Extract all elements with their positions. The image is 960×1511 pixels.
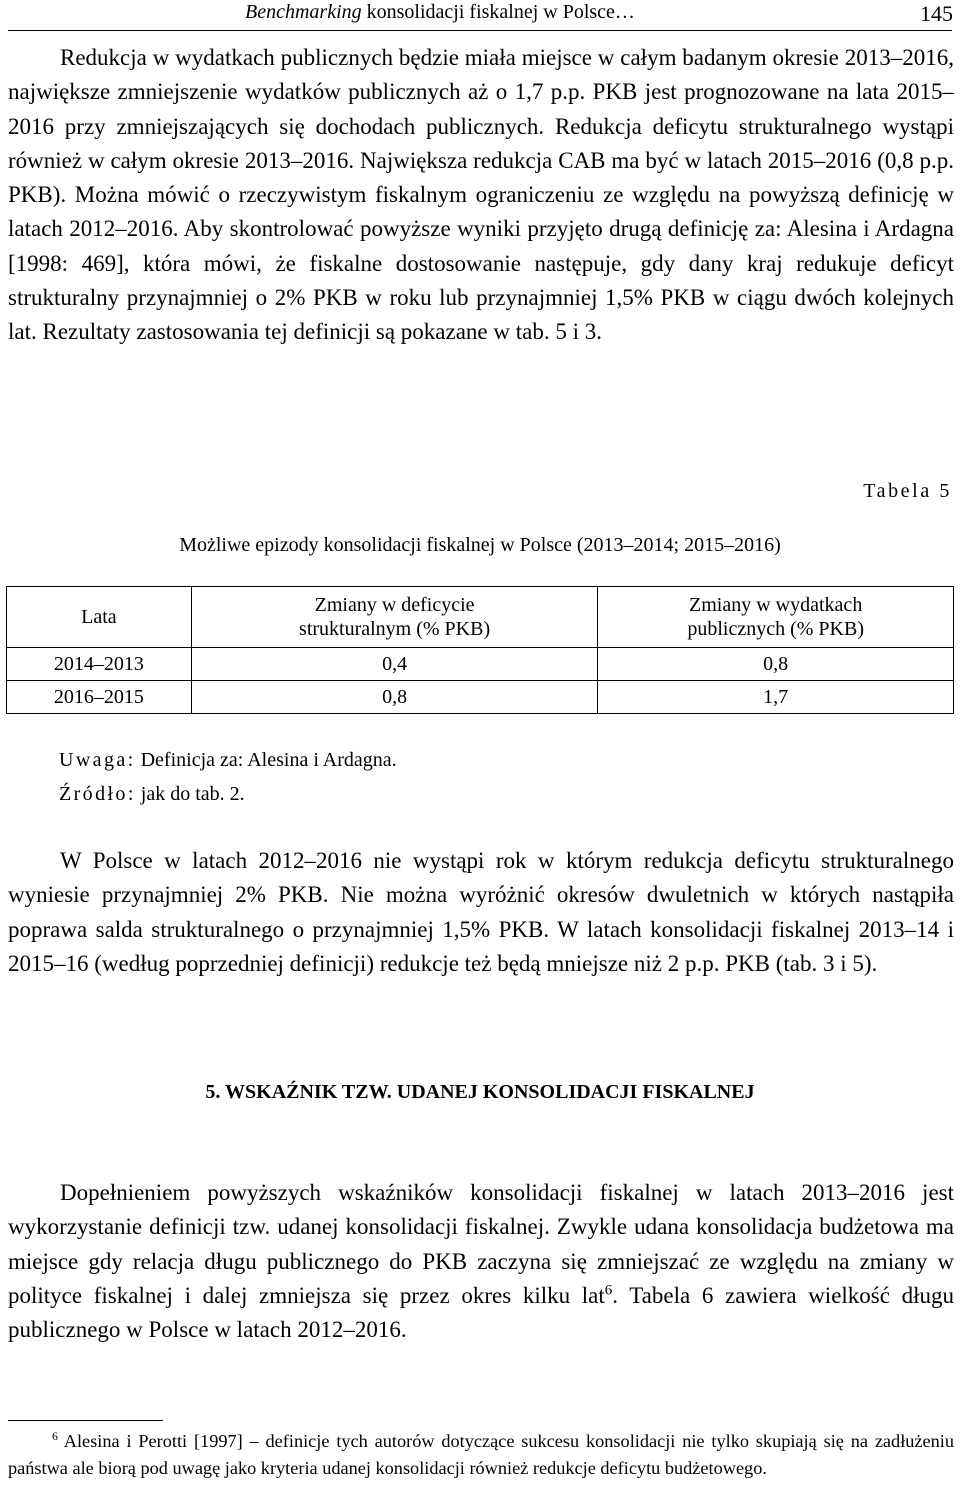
footnote-ref[interactable]: 6 (604, 1282, 613, 1299)
cell-lata: 2016–2015 (7, 681, 192, 714)
table-note (59, 749, 397, 772)
cell-wydatki: 1,7 (598, 681, 954, 714)
cell-deficyt: 0,4 (191, 648, 598, 681)
footnote-rule (8, 1420, 163, 1421)
section-heading: 5. WSKAŹNIK TZW. UDANEJ KONSOLIDACJI FISKALNEJ (205, 1081, 755, 1103)
running-title (245, 1, 635, 24)
table-row (7, 681, 954, 714)
paragraph-3-text: Dopełnieniem powyższych wskaźników konsolidacji fiskalnej w latach 2013–2016 jest wykorzystanie definicji tzw. udanej konsolidacji fiskalnej. Zwykle udana konsolidacja budżetowa ma miejsce gdy relacja długu publicznego do PKB zaczyna się zmniejszać ze względu na zmiany w polityce fiskalnej i dalej zmniejsza się przez okres kilku lat (8, 1180, 954, 1308)
header-lata: Lata (7, 587, 192, 648)
cell-lata: 2014–2013 (7, 648, 192, 681)
table-label: Tabela 5 (863, 480, 952, 502)
source-text: jak do tab. 2. (135, 783, 245, 805)
cell-wydatki: 0,8 (598, 648, 954, 681)
footnote-number: 6 (52, 1428, 58, 1443)
header-rule (8, 30, 952, 31)
header-wydatki: Zmiany w wydatkach publicznych (% PKB) (598, 587, 954, 648)
footnote-text: Alesina i Perotti [1997] – definicje tych autorów dotyczące sukcesu konsolidacji nie tylko skupiają się na zadłużeniu państwa ale biorą pod uwagę jako kryteria udanej konsolidacji również redukcje deficytu budżetowego. (8, 1431, 954, 1478)
table-header-row (7, 587, 954, 648)
paragraph-2-text: W Polsce w latach 2012–2016 nie wystąpi rok w którym redukcja deficytu strukturalnego wyniesie przynajmniej 2% PKB. Nie można wyróżnić okresów dwuletnich w których nastąpiła poprawa salda strukturalnego o przynajmniej 1,5% PKB. W latach konsolidacji fiskalnej 2013–14 i 2015–16 (według poprzedniej definicji) redukcje też będą mniejsze niż 2 p.p. PKB (tab. 3 i 5). (8, 848, 954, 976)
paragraph-1 (8, 41, 954, 350)
table-title: Możliwe epizody konsolidacji fiskalnej w Polsce (2013–2014; 2015–2016) (179, 534, 781, 556)
paragraph-3-text-end: . Tabela 6 zawiera wielkość długu publicznego w Polsce w latach 2012–2016. (8, 1282, 955, 1343)
running-header (0, 0, 960, 40)
table-source (59, 783, 245, 806)
page-number: 145 (920, 1, 953, 26)
footnote (8, 1428, 954, 1482)
data-table (6, 586, 954, 714)
note-label: Uwaga: (59, 749, 136, 771)
running-title-italic: Benchmarking (245, 1, 362, 23)
cell-deficyt: 0,8 (191, 681, 598, 714)
paragraph-2 (8, 844, 954, 981)
header-deficyt: Zmiany w deficycie strukturalnym (% PKB) (191, 587, 598, 648)
running-title-rest: konsolidacji fiskalnej w Polsce… (361, 1, 635, 23)
paragraph-1-text: Redukcja w wydatkach publicznych będzie miała miejsce w całym badanym okresie 2013–2016, największe zmniejszenie wydatków publicznych aż o 1,7 p.p. PKB jest prognozowane na lata 2015–2016 przy zmniejszających się dochodach publicznych. Redukcja deficytu strukturalnego wystąpi również w całym okresie 2013–2016. Największa redukcja CAB ma być w latach 2015–2016 (0,8 p.p. PKB). Można mówić o rzeczywistym fiskalnym ograniczeniu ze względu na powyższą definicję w latach 2012–2016. Aby skontrolować powyższe wyniki przyjęto drugą definicję za: Alesina i Ardagna [1998: 469], która mówi, że fiskalne dostosowanie następuje, gdy dany kraj redukuje deficyt strukturalny przynajmniej o 2% PKB w roku lub przynajmniej 1,5% PKB w ciągu dwóch kolejnych lat. Rezultaty zastosowania tej definicji są pokazane w tab. 5 i 3. (8, 45, 954, 345)
table-row (7, 648, 954, 681)
source-label: Źródło: (59, 783, 136, 805)
note-text: Definicja za: Alesina i Ardagna. (135, 749, 397, 771)
paragraph-3 (8, 1176, 954, 1347)
